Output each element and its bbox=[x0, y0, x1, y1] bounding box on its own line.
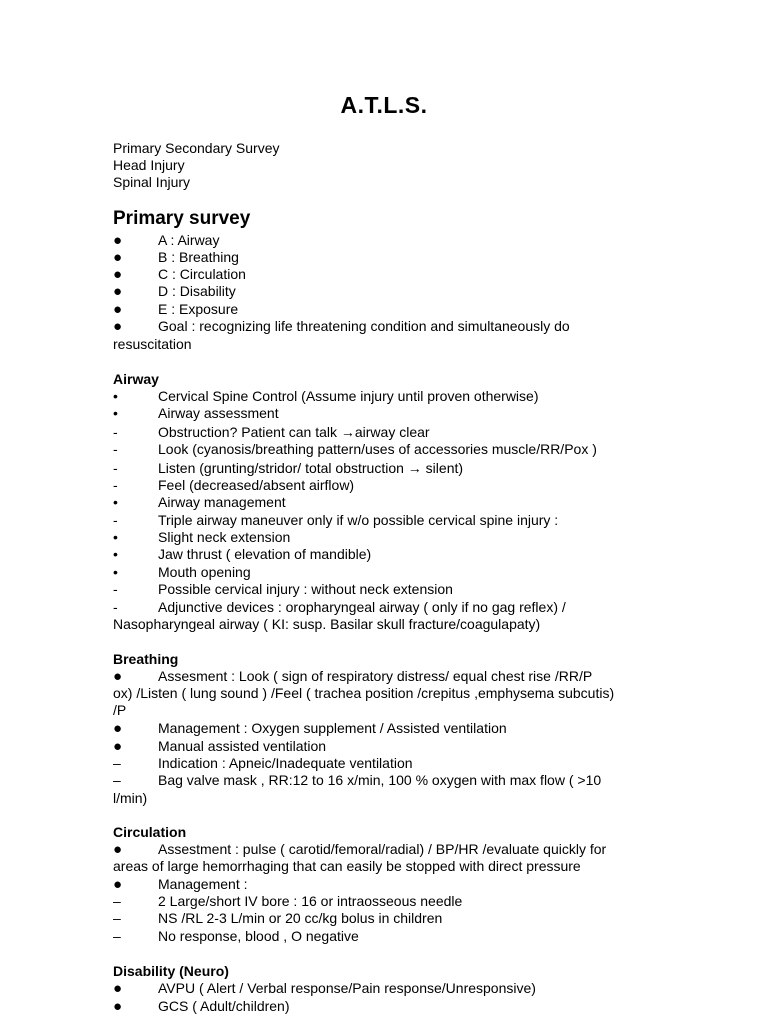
list-item-text: GCS ( Adult/children) bbox=[158, 998, 290, 1014]
list-item bbox=[113, 772, 753, 789]
list-item bbox=[113, 668, 753, 685]
section-heading-circulation: Circulation bbox=[113, 824, 187, 840]
list-item bbox=[113, 266, 753, 283]
list-item bbox=[113, 460, 753, 477]
list-item bbox=[113, 928, 753, 945]
bullet-marker: – bbox=[113, 910, 121, 926]
list-item bbox=[113, 998, 753, 1015]
bullet-marker: ● bbox=[113, 738, 123, 755]
list-item-continuation: resuscitation bbox=[113, 336, 192, 352]
bullet-marker: - bbox=[113, 460, 118, 476]
list-item-text: Indication : Apneic/Inadequate ventilation bbox=[158, 755, 413, 771]
list-item-continuation: l/min) bbox=[113, 790, 148, 806]
list-item bbox=[113, 424, 753, 441]
list-item-text: Slight neck extension bbox=[158, 529, 291, 545]
list-item-text: Cervical Spine Control (Assume injury until proven otherwise) bbox=[158, 388, 539, 404]
list-item bbox=[113, 893, 753, 910]
list-item-text: 2 Large/short IV bore : 16 or intraosseous needle bbox=[158, 893, 463, 909]
bullet-marker: ● bbox=[113, 998, 123, 1015]
bullet-marker: ● bbox=[113, 720, 123, 737]
bullet-marker: ● bbox=[113, 841, 123, 858]
list-item-continuation: ox) /Listen ( lung sound ) /Feel ( trachea position /crepitus ,emphysema subcutis) bbox=[113, 685, 615, 701]
bullet-marker: – bbox=[113, 893, 121, 909]
list-item-text: Management : Oxygen supplement / Assisted ventilation bbox=[158, 720, 507, 736]
list-item bbox=[113, 980, 753, 997]
list-item-text: Adjunctive devices : oropharyngeal airway ( only if no gag reflex) / bbox=[158, 599, 566, 615]
list-item bbox=[113, 477, 753, 494]
bullet-marker: ● bbox=[113, 980, 123, 997]
bullet-marker: ● bbox=[113, 266, 123, 283]
bullet-marker: – bbox=[113, 755, 121, 771]
list-item-text: Airway management bbox=[158, 494, 286, 510]
bullet-marker: – bbox=[113, 928, 121, 944]
list-item bbox=[113, 876, 753, 893]
bullet-marker: - bbox=[113, 424, 118, 440]
bullet-marker: - bbox=[113, 581, 118, 597]
bullet-marker: ● bbox=[113, 668, 123, 685]
bullet-marker: – bbox=[113, 772, 121, 788]
list-item-text: Assesment : Look ( sign of respiratory distress/ equal chest rise /RR/P bbox=[158, 668, 593, 684]
bullet-marker: • bbox=[113, 564, 118, 580]
page-title: A.T.L.S. bbox=[340, 92, 428, 118]
list-item bbox=[113, 546, 753, 563]
list-item bbox=[113, 720, 753, 737]
list-item bbox=[113, 581, 753, 598]
list-item bbox=[113, 441, 753, 458]
bullet-marker: • bbox=[113, 388, 118, 404]
bullet-marker: • bbox=[113, 405, 118, 421]
list-item-text: Listen (grunting/stridor/ total obstruction → silent) bbox=[158, 460, 464, 476]
list-item bbox=[113, 494, 753, 511]
bullet-marker: ● bbox=[113, 249, 123, 266]
list-item bbox=[113, 910, 753, 927]
list-item-text: Goal : recognizing life threatening condition and simultaneously do bbox=[158, 318, 570, 334]
list-item bbox=[113, 755, 753, 772]
list-item-text: Possible cervical injury : without neck extension bbox=[158, 581, 453, 597]
list-item bbox=[113, 301, 753, 318]
list-item-text: B : Breathing bbox=[158, 249, 239, 265]
list-item-text: Obstruction? Patient can talk →airway clear bbox=[158, 424, 430, 440]
bullet-marker: - bbox=[113, 477, 118, 493]
list-item-text: E : Exposure bbox=[158, 301, 239, 317]
list-item-continuation: /P bbox=[113, 702, 127, 718]
bullet-marker: - bbox=[113, 512, 118, 528]
list-item-text: A : Airway bbox=[158, 232, 220, 248]
list-item bbox=[113, 512, 753, 529]
list-item bbox=[113, 405, 753, 422]
section-heading-disability: Disability (Neuro) bbox=[113, 963, 229, 979]
list-item-text: Bag valve mask , RR:12 to 16 x/min, 100 % oxygen with max flow ( >10 bbox=[158, 772, 602, 788]
list-item-text: Mouth opening bbox=[158, 564, 251, 580]
list-item bbox=[113, 388, 753, 405]
list-item bbox=[113, 564, 753, 581]
list-item-text: Assestment : pulse ( carotid/femoral/radial) / BP/HR /evaluate quickly for bbox=[158, 841, 607, 857]
bullet-marker: • bbox=[113, 494, 118, 510]
section-heading-breathing: Breathing bbox=[113, 651, 179, 667]
list-item-text: Management : bbox=[158, 876, 248, 892]
bullet-marker: ● bbox=[113, 876, 123, 893]
bullet-marker: ● bbox=[113, 283, 123, 300]
list-item bbox=[113, 283, 753, 300]
bullet-marker: • bbox=[113, 546, 118, 562]
bullet-marker: ● bbox=[113, 232, 123, 249]
bullet-marker: • bbox=[113, 529, 118, 545]
list-item-text: Triple airway maneuver only if w/o possible cervical spine injury : bbox=[158, 512, 559, 528]
list-item bbox=[113, 249, 753, 266]
list-item-text: D : Disability bbox=[158, 283, 236, 299]
list-item-continuation: areas of large hemorrhaging that can easily be stopped with direct pressure bbox=[113, 858, 581, 874]
list-item bbox=[113, 318, 753, 335]
bullet-marker: - bbox=[113, 599, 118, 615]
list-item bbox=[113, 841, 753, 858]
toc-item: Spinal Injury bbox=[113, 174, 191, 190]
toc-item: Head Injury bbox=[113, 157, 185, 173]
bullet-marker: ● bbox=[113, 301, 123, 318]
list-item-text: Jaw thrust ( elevation of mandible) bbox=[158, 546, 372, 562]
list-item-text: C : Circulation bbox=[158, 266, 246, 282]
bullet-marker: - bbox=[113, 441, 118, 457]
list-item-text: Airway assessment bbox=[158, 405, 279, 421]
list-item-text: NS /RL 2-3 L/min or 20 cc/kg bolus in children bbox=[158, 910, 443, 926]
section-heading-primary-survey: Primary survey bbox=[113, 208, 251, 229]
section-heading-airway: Airway bbox=[113, 371, 159, 387]
list-item-text: AVPU ( Alert / Verbal response/Pain response/Unresponsive) bbox=[158, 980, 536, 996]
list-item bbox=[113, 738, 753, 755]
list-item-text: Look (cyanosis/breathing pattern/uses of accessories muscle/RR/Pox ) bbox=[158, 441, 597, 457]
list-item bbox=[113, 232, 753, 249]
list-item-text: Manual assisted ventilation bbox=[158, 738, 327, 754]
bullet-marker: ● bbox=[113, 318, 123, 335]
list-item bbox=[113, 599, 753, 616]
toc-item: Primary Secondary Survey bbox=[113, 140, 280, 156]
list-item-text: No response, blood , O negative bbox=[158, 928, 359, 944]
list-item-continuation: Nasopharyngeal airway ( KI: susp. Basilar skull fracture/coagulapaty) bbox=[113, 616, 541, 632]
list-item bbox=[113, 529, 753, 546]
list-item-text: Feel (decreased/absent airflow) bbox=[158, 477, 355, 493]
